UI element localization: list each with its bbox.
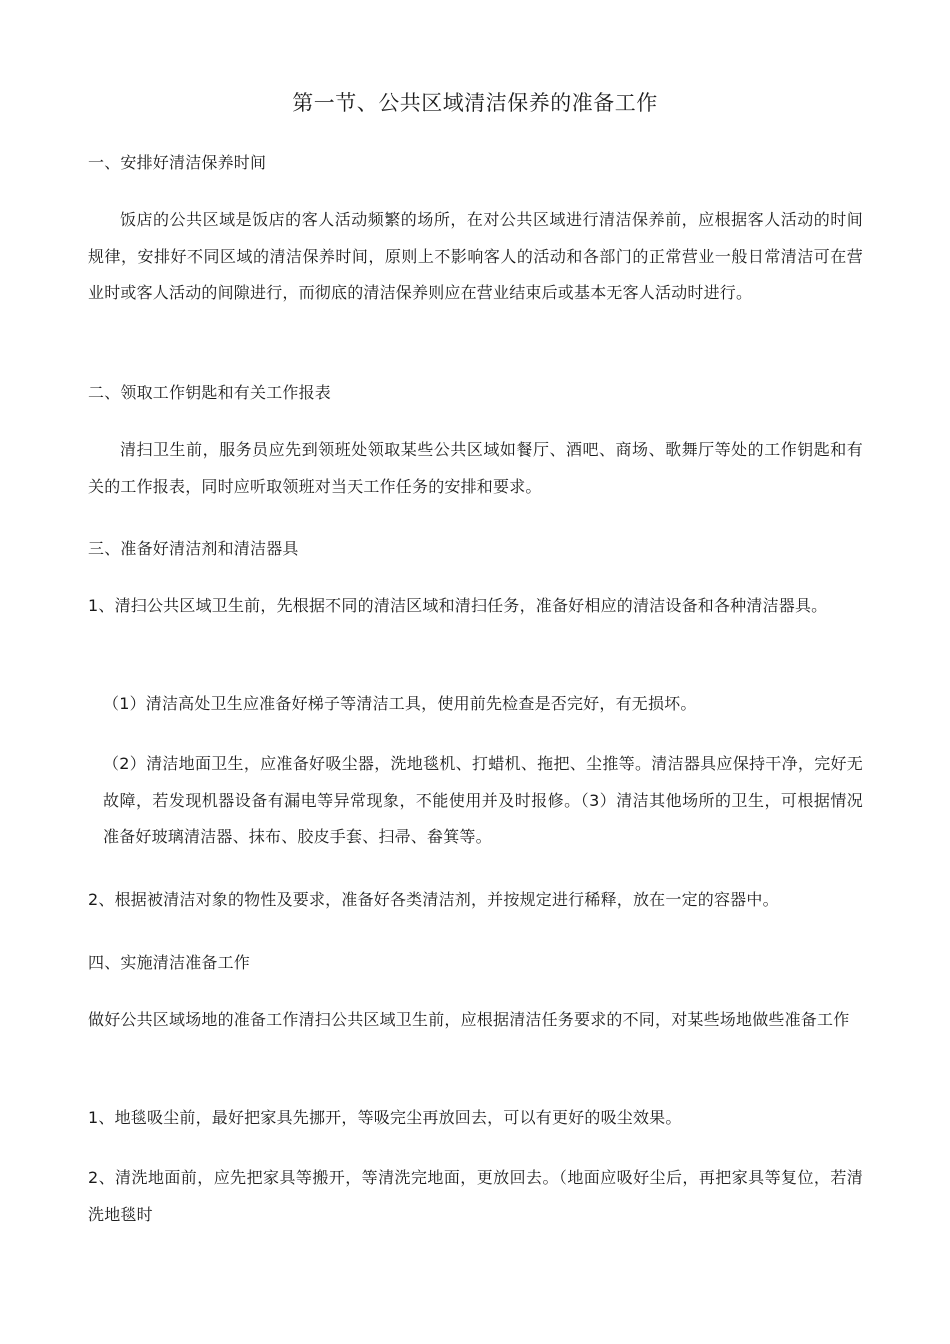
section-4-heading: 四、实施清洁准备工作 (88, 953, 251, 972)
section-4-item: 1、地毯吸尘前，最好把家具先挪开，等吸完尘再放回去，可以有更好的吸尘效果。 (88, 1108, 682, 1127)
section-3-item: （2）清洁地面卫生，应准备好吸尘器，洗地毯机、打蜡机、拖把、尘推等。清洁器具应保持干净，完好无故障，若发现机器设备有漏电等异常现象，不能使用并及时报修。（3）清洁其他场所的卫生，可根据情况准备好玻璃清洁器、抹布、胶皮手套、扫帚、畚箕等。 (103, 754, 863, 846)
section-1-heading: 一、安排好清洁保养时间 (88, 153, 267, 172)
section-2-paragraph: 清扫卫生前，服务员应先到领班处领取某些公共区域如餐厅、酒吧、商场、歌舞厅等处的工作钥匙和有关的工作报表，同时应听取领班对当天工作任务的安排和要求。 (88, 440, 863, 496)
section-4-paragraph: 做好公共区域场地的准备工作清扫公共区域卫生前，应根据清洁任务要求的不同，对某些场地做些准备工作 (88, 1010, 850, 1029)
section-3-item: 2、根据被清洁对象的物性及要求，准备好各类清洁剂，并按规定进行稀释，放在一定的容器中。 (88, 890, 779, 909)
page-title: 第一节、公共区域清洁保养的准备工作 (292, 91, 658, 115)
section-3-heading: 三、准备好清洁剂和清洁器具 (88, 539, 299, 558)
section-4-item: 2、清洗地面前，应先把家具等搬开，等清洗完地面，更放回去。（地面应吸好尘后，再把家具等复位，若清洗地毯时 (88, 1168, 863, 1224)
section-3-item: （1）清洁高处卫生应准备好梯子等清洁工具，使用前先检查是否完好，有无损坏。 (103, 694, 697, 713)
section-2-heading: 二、领取工作钥匙和有关工作报表 (88, 383, 332, 402)
section-1-paragraph: 饭店的公共区域是饭店的客人活动频繁的场所，在对公共区域进行清洁保养前，应根据客人活动的时间规律，安排好不同区域的清洁保养时间，原则上不影响客人的活动和各部门的正常营业一般日常清洁可在营业时或客人活动的间隙进行，而彻底的清洁保养则应在营业结束后或基本无客人活动时进行。 (88, 210, 863, 302)
section-3-item: 1、清扫公共区域卫生前，先根据不同的清洁区域和清扫任务，准备好相应的清洁设备和各种清洁器具。 (88, 596, 828, 615)
